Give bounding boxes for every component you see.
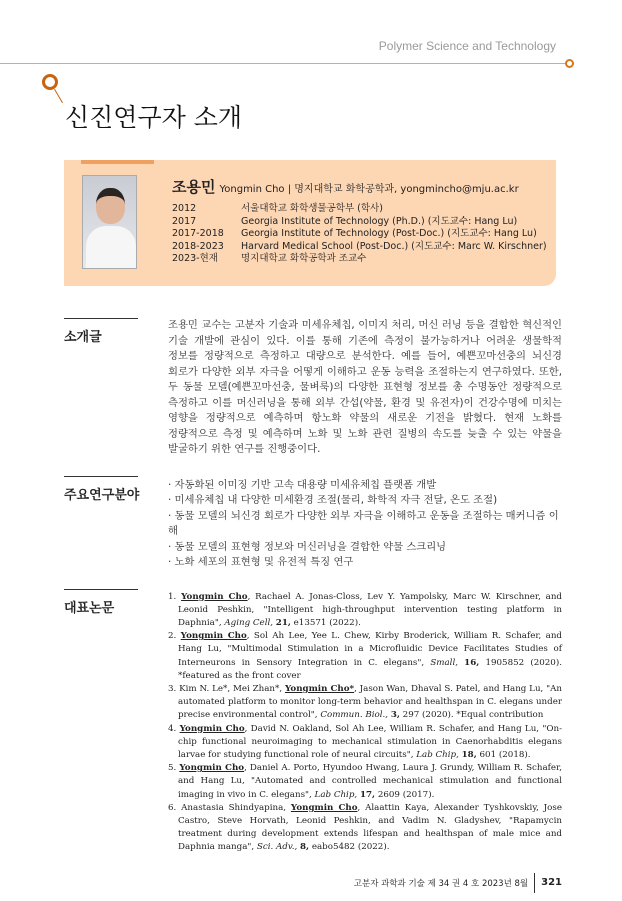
cv-year: 2023-현재 [172,253,218,264]
intro-label: 소개글 [64,318,138,345]
pub-details: , Alaattin Kaya, Alexander Tyshkovskiy, Jose Castro, Steve Horvath, Leonid Peshkin, and Vadim N. Gladyshev, "Rapamycin treatment during development extends lifespan and healthspan of male mice and Daphnia manga", [178,802,562,853]
pub-highlight-author: Yongmin Cho [179,763,245,774]
page-title: 신진연구자 소개 [65,103,242,132]
footer-divider [534,873,535,893]
cv-row [172,228,547,241]
cv-desc: 서울대학교 화학생물공학부 (학사) [241,203,383,214]
cv-row [172,216,547,229]
pub-pre-authors: Anastasia Shindyapina, [181,802,291,813]
research-area-item: · 동물 모델의 뇌신경 회로가 다양한 외부 자극을 이해하고 운동을 조절하는 매커니즘 이해 [168,509,559,537]
pub-pre-authors: Kim N. Le*, Mei Zhan*, [179,683,285,694]
cv-desc: 명지대학교 화학공학과 조교수 [241,253,367,264]
publication-item [168,802,562,855]
title-circle-icon [42,74,58,90]
pub-number: 6. [168,802,177,813]
publications-section [64,589,562,855]
research-areas-section [64,476,562,571]
footer-citation: 고분자 과학과 기술 제 34 권 4 호 2023년 8월 [353,878,529,889]
pub-volume: 17, [359,789,376,800]
publications-label: 대표논문 [64,589,138,616]
pub-details: , David N. Oakland, Sol Ah Lee, William R. Schafer, and Hang Lu, "On-chip functional neuroimaging to mechanical stimulation in Caenorhabditis elegans larvae for studying functional role of neural circuits", [178,723,563,760]
research-area-item: · 노화 세포의 표현형 및 유전적 특징 연구 [168,556,354,568]
pub-tail: 601 (2018). [476,749,531,760]
pub-tail: 297 (2020). *Equal contribution [399,710,544,721]
pub-details: , Daniel A. Porto, Hyundoo Hwang, Laura J. Grundy, William R. Schafer, and Hang Lu, "Automated and controlled mechanical stimulation and functional imaging in vivo in C. elegans", [178,763,562,800]
cv-year: 2017-2018 [172,228,224,239]
cv-desc: Georgia Institute of Technology (Post-Doc.) (지도교수: Hang Lu) [241,228,537,239]
profile-photo [82,175,137,269]
pub-highlight-author: Yongmin Cho [180,631,247,642]
publication-item [168,630,562,683]
pub-highlight-author: Yongmin Cho [290,802,358,813]
cv-row [172,203,547,216]
pub-number: 3. [168,683,177,694]
pub-volume: 3, [390,710,400,721]
pub-tail: 2609 (2017). [375,789,435,800]
footer [64,873,562,901]
publication-item [168,723,562,763]
title-circle-stem [54,89,63,103]
pub-journal: Small, [430,657,458,668]
content [64,318,562,901]
research-area-item: · 자동화된 이미징 기반 고속 대용량 미세유체칩 플랫폼 개발 [168,478,437,491]
journal-name: Polymer Science and Technology [378,39,556,53]
pub-details: , Jason Wan, Dhaval S. Patel, and Hang Lu, "An automated platform to monitor long-term behavior and healthspan in C. elegans under precise environmental control", [178,683,563,721]
cv-row [172,253,547,266]
cv-year: 2018-2023 [172,240,224,252]
pub-journal: Sci. Adv., [256,842,298,853]
pub-volume: 21, [275,617,291,628]
pub-volume: 16, [464,657,480,668]
profile-name: 조용민 [172,178,216,196]
pub-volume: 18, [461,749,477,760]
pub-number: 4. [168,723,177,734]
header-rule [0,63,568,64]
research-areas-list [168,476,562,571]
profile-affiliation: Yongmin Cho | 명지대학교 화학공학과, yongmincho@mju.ac.kr [219,184,519,195]
intro-section [64,318,562,458]
pub-tail: 1905852 (2020). *featured as the front cover [178,657,562,681]
circle-icon [565,59,574,68]
pub-tail: eabo5482 (2022). [309,842,390,853]
pub-tail: e13571 (2022). [290,617,361,628]
pub-journal: Aging Cell, [224,617,274,628]
pub-volume: 8, [300,842,310,853]
publication-item [168,762,562,802]
pub-journal: Lab Chip, [314,789,358,800]
research-area-item: · 동물 모델의 표현형 정보와 머신러닝을 결합한 약물 스크리닝 [168,540,447,553]
profile-name-line [172,176,552,197]
card-accent-bar [81,160,154,164]
cv-year: 2017 [172,215,197,227]
publication-item [168,683,562,723]
research-area-item: · 미세유체칩 내 다양한 미세환경 조절(물리, 화학적 자극 전달, 온도 조절) [168,494,498,506]
pub-highlight-author: Yongmin Cho* [284,683,355,694]
page-number: 321 [541,877,562,889]
pub-details: , Sol Ah Lee, Yee L. Chew, Kirby Broderick, William R. Schafer, and Hang Lu, "Multimodal Stimulation in a Microfluidic Device Facilitates Studies of Interneurons in Sensory Integration in C. elegans", [178,631,562,668]
pub-journal: Lab Chip, [416,749,459,760]
pub-number: 2. [168,631,177,642]
pub-details: , Rachael A. Jonas-Closs, Lev Y. Yampolsky, Marc W. Kirschner, and Leonid Peshkin, "Intelligent high-throughput intervention testing platform in Daphnia", [178,591,562,628]
cv-year: 2012 [172,203,197,214]
pub-number: 1. [168,591,177,602]
publications-list [168,589,562,855]
pub-highlight-author: Yongmin Cho [181,591,248,602]
pub-journal: Commun. Biol., [320,710,389,721]
intro-text: 조용민 교수는 고분자 기술과 미세유체칩, 이미지 처리, 머신 러닝 등을 결합한 혁신적인 기술 개발에 관심이 있다. 이를 통해 기존에 측정이 불가능하거나 어려운 생물학적 정보를 정량적으로 측정하고 대량으로 분석한다. 예를 들어, 예쁜꼬마선충의 뇌신경 회로가 다양한 외부 자극을 어떻게 이해하고 운동 능력을 조절하는지 연구하였다. 또한, 두 동물 모델(예쁜꼬마선충, 물벼룩)의 다양한 표현형 정보를 총 수명동안 정량적으로 측정하고 이를 머신러닝을 통해 외부 간섭(약물, 환경 및 유전자)이 건강수명에 미치는 영향을 정량적으로 예측하며 항노화 약물의 새로운 기전을 밝혔다. 현재 노화를 정량적으로 측정 및 예측하며 노화 및 노화 관련 질병의 속도를 늦출 수 있는 약물을 발굴하기 위한 연구를 진행중이다. [168,319,562,455]
pub-highlight-author: Yongmin Cho [179,723,245,734]
cv-list [172,203,547,266]
cv-desc: Georgia Institute of Technology (Ph.D.) (지도교수: Hang Lu) [241,215,518,227]
research-areas-label: 주요연구분야 [64,476,138,503]
cv-desc: Harvard Medical School (Post-Doc.) (지도교수: Marc W. Kirschner) [241,240,547,252]
pub-number: 5. [168,763,177,774]
publication-item [168,591,562,631]
cv-row [172,241,547,254]
